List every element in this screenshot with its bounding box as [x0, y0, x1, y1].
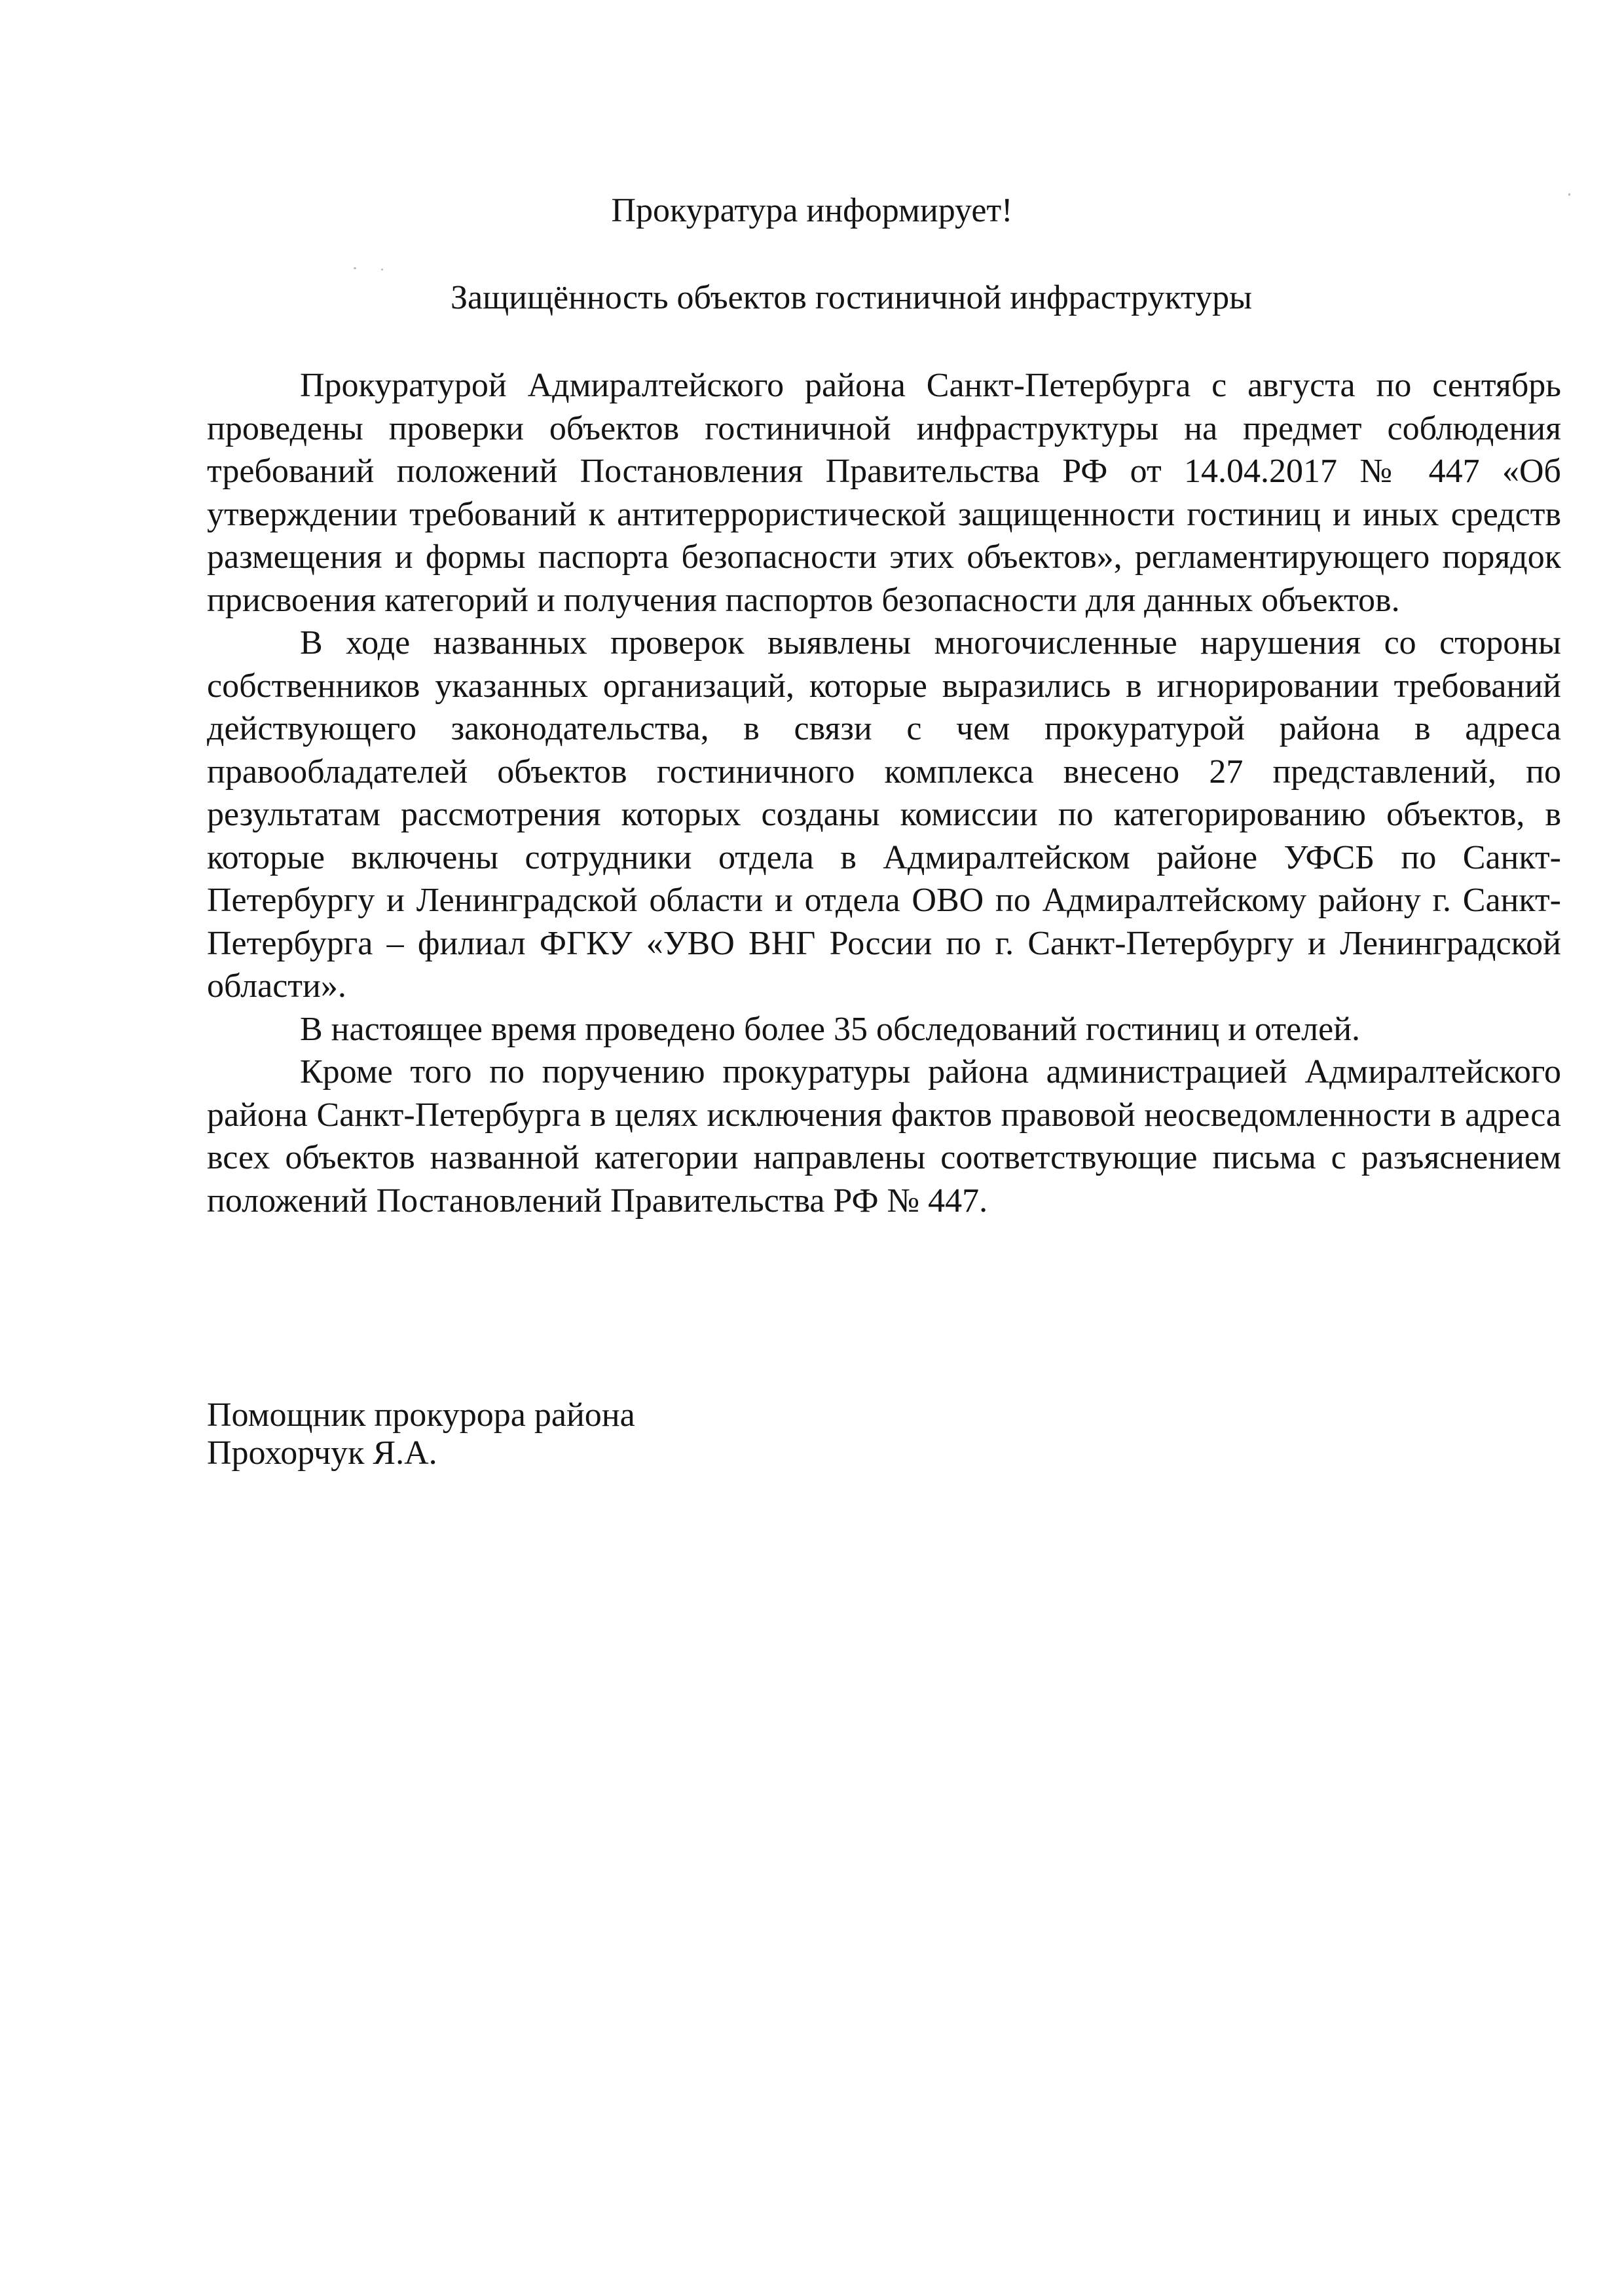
signature-block	[207, 1396, 635, 1472]
scan-speck	[354, 267, 356, 269]
document-body	[207, 364, 1561, 1222]
paragraph: В настоящее время проведено более 35 обследований гостиниц и отелей.	[300, 1010, 1361, 1048]
document-title: Прокуратура информирует!	[611, 192, 1013, 229]
signature-name: Прохорчук Я.А.	[207, 1434, 437, 1472]
scan-speck	[381, 269, 383, 271]
signature-position: Помощник прокурора района	[207, 1396, 635, 1434]
paragraph: Прокуратурой Адмиралтейского района Санкт-Петербурга с августа по сентябрь проведены проверки объектов гостиничной инфраструктуры на предмет соблюдения требований положений Постановления Правительства РФ от 14.04.2017 № 447 «Об утверждении требований к антитеррористической защищенности гостиниц и иных средств размещения и формы паспорта безопасности этих объектов», регламентирующего порядок присвоения категорий и получения паспортов безопасности для данных объектов.	[207, 367, 1561, 619]
paragraph: В ходе названных проверок выявлены многочисленные нарушения со стороны собственников указанных организаций, которые выразились в игнорировании требований действующего законодательства, в связи с чем прокуратурой района в адреса правообладателей объектов гостиничного комплекса внесено 27 представлений, по результатам рассмотрения которых созданы комиссии по категорированию объектов, в которые включены сотрудники отдела в Адмиралтейском районе УФСБ по Санкт-Петербургу и Ленинградской области и отдела ОВО по Адмиралтейскому району г. Санкт-Петербурга – филиал ФГКУ «УВО ВНГ России по г. Санкт-Петербургу и Ленинградской области».	[207, 624, 1561, 1005]
document-subtitle: Защищённость объектов гостиничной инфраструктуры	[450, 279, 1253, 316]
paragraph: Кроме того по поручению прокуратуры района администрацией Адмиралтейского района Санкт-Петербурга в целях исключения фактов правовой неосведомленности в адреса всех объектов названной категории направлены соответствующие письма с разъяснением положений Постановлений Правительства РФ № 447.	[207, 1053, 1561, 1220]
